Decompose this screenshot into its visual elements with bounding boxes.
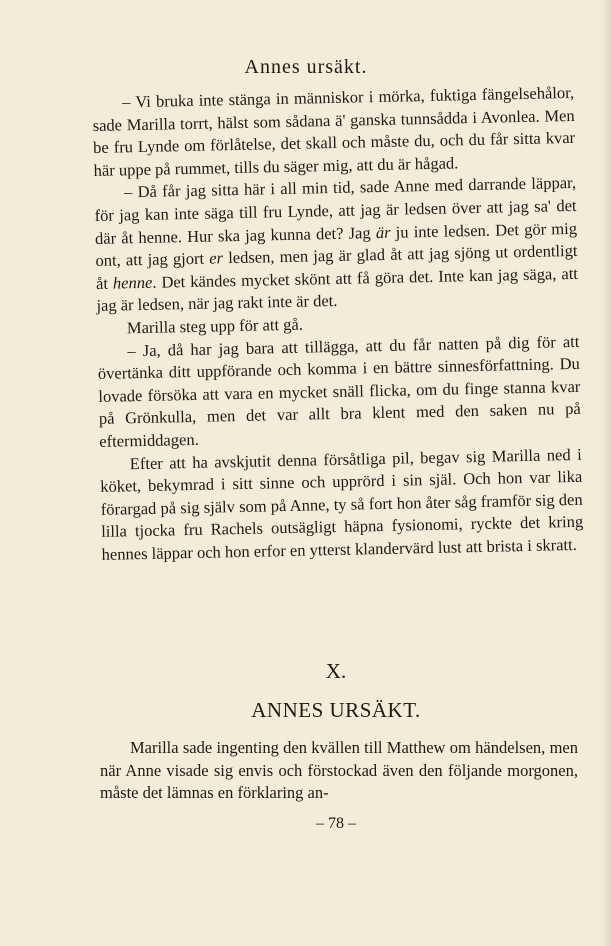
page-edge-shadow: [602, 0, 612, 946]
emphasis-ar: är: [375, 222, 391, 242]
emphasis-henne: henne: [112, 272, 153, 293]
paragraph-2-part-3: ledsen, men jag är glad åt att jag sjöng ut ordentligt åt: [95, 241, 578, 293]
paragraph-1: – Vi bruka inte stänga in människor i mörka, fuktiga fängelsehålor, sade Marilla torrt, hälst som sådana ä' ganska tunnsådda i Avonlea. Men be fru Lynde om förlåtelse, det skall och måste du, och du får sitta kvar här uppe på rummet, tills du säger mig, att du är hågad.: [92, 82, 576, 180]
upper-text-block: [92, 82, 584, 566]
paragraph-5: Efter att ha avskjutit denna försåtliga pil, begav sig Marilla ned i köket, bekymrad i sitt sinne och upprörd i sin själ. Och hon var lika förargad på sig själv som på Anne, ty så fort hon åter såg framför sig den lilla tjocka fru Rachels outsägligt häpna fysionomi, ryckte det kring hennes läppar och hon erfor en ytterst klandervärd lust att brista i skratt.: [100, 444, 584, 564]
running-head: Annes ursäkt.: [244, 56, 368, 78]
chapter-title: ANNES URSÄKT.: [251, 698, 421, 722]
chapter-opening-paragraph: Marilla sade ingenting den kvällen till Matthew om händelsen, men när Anne visade sig envis och förstockad även den följande morgonen, måste det lämnas en förklaring an-: [100, 738, 578, 803]
chapter-number: X.: [325, 659, 347, 683]
paragraph-2-part-1: – Då får jag sitta här i all min tid, sade Anne med darrande läppar, för jag kan inte säga till fru Lynde, att jag är ledsen över att jag sa' det där åt henne. Hur ska jag kunna det? Jag: [94, 173, 577, 248]
paragraph-2: [94, 172, 579, 318]
paragraph-4: – Ja, då har jag bara att tillägga, att du får natten på dig för att övertänka ditt uppförande och komma i en bättre sinnesförfattning. Du lovade försöka att vara en mycket snäll flicka, om du finge stanna kvar på Grönkulla, men det var allt bra klent med den saken nu på eftermiddagen.: [97, 331, 581, 451]
page-number: – 78 –: [316, 815, 356, 832]
chapter-opening-block: [100, 737, 578, 805]
paragraph-2-part-2: ju inte ledsen. Det gör mig ont, att jag gjort: [95, 218, 578, 271]
paragraph-2-part-4: . Det kändes mycket skönt att få göra det. Inte kan jag säga, att jag är ledsen, när jag rakt inte är det.: [96, 263, 579, 316]
paragraph-3: Marilla steg upp för att gå.: [126, 314, 304, 338]
emphasis-er: er: [209, 248, 224, 268]
